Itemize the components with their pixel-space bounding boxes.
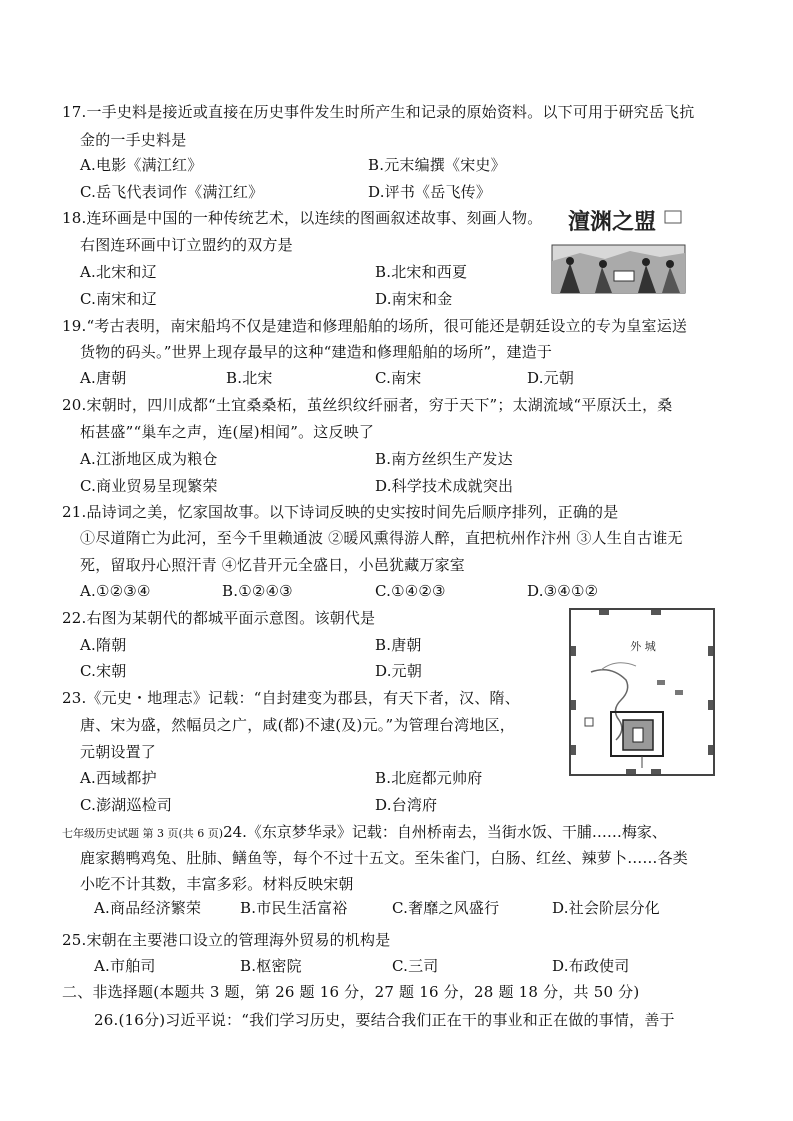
q18-option-c: C.南宋和辽 <box>80 290 157 308</box>
comic-illustration <box>550 201 687 294</box>
q20-option-a: A.江浙地区成为粮仓 <box>80 450 218 468</box>
q22-option-b: B.唐朝 <box>375 636 422 654</box>
q19-stem: 19.“考古表明，南宋船坞不仅是建造和修理船舶的场所，很可能还是朝廷设立的专为皇室运送 <box>62 317 688 335</box>
q18-option-b: B.北宋和西夏 <box>375 263 468 281</box>
q22-stem: 22.右图为某朝代的都城平面示意图。该朝代是 <box>62 609 376 627</box>
q20-stem: 20.宋朝时，四川成都“土宜桑桑柘，茧丝织纹纤丽者，穷于天下”；太湖流域“平原沃土，桑 <box>62 396 673 414</box>
q21-stem: 21.品诗词之美，忆家国故事。以下诗词反映的史实按时间先后顺序排列，正确的是 <box>62 503 619 521</box>
map-outer-city-label: 外 城 <box>630 640 656 653</box>
q24-stem-cont: 鹿家鹅鸭鸡兔、肚肺、鳝鱼等，每个不过十五文。至朱雀门，白肠、红丝、辣萝卜……各类 <box>80 849 689 867</box>
q18-option-d: D.南宋和金 <box>375 290 453 308</box>
comic-caption: 澶渊之盟 <box>568 209 657 235</box>
q23-stem-cont: 唐、宋为盛，然幅员之广，咸(都)不逮(及)元。”为管理台湾地区， <box>80 716 515 734</box>
q18-stem: 18.连环画是中国的一种传统艺术，以连续的图画叙述故事、刻画人物。 <box>62 209 543 227</box>
q20-option-b: B.南方丝织生产发达 <box>375 450 513 468</box>
page-footer: 七年级历史试题 第 3 页(共 6 页) <box>62 827 224 840</box>
q26-stem: 26.(16分)习近平说：“我们学习历史，要结合我们正在干的事业和正在做的事情，善于 <box>94 1011 675 1029</box>
q17-stem-cont: 金的一手史料是 <box>80 131 187 149</box>
q17-stem: 17.一手史料是接近或直接在历史事件发生时所产生和记录的原始资料。以下可用于研究岳飞抗 <box>62 103 695 121</box>
q21-poems-line2: 死，留取丹心照汗青 ④忆昔开元全盛日，小邑犹藏万家室 <box>80 556 465 574</box>
q23-option-d: D.台湾府 <box>375 796 438 814</box>
q25-stem: 25.宋朝在主要港口设立的管理海外贸易的机构是 <box>62 931 391 949</box>
q23-option-c: C.澎湖巡检司 <box>80 796 173 814</box>
q25-option-a: A.市舶司 <box>94 957 156 975</box>
q23-option-a: A.西域都护 <box>80 769 157 787</box>
q25-option-c: C.三司 <box>392 957 439 975</box>
q20-option-d: D.科学技术成就突出 <box>375 477 514 495</box>
q19-stem-cont: 货物的码头。”世界上现存最早的这种“建造和修理船舶的场所”，建造于 <box>80 343 553 361</box>
q21-option-b: B.①②④③ <box>222 582 293 600</box>
q18-stem-cont: 右图连环画中订立盟约的双方是 <box>80 236 293 254</box>
capital-city-map <box>569 608 715 776</box>
q17-option-b: B.元末编撰《宋史》 <box>368 156 506 174</box>
q17-option-c: C.岳飞代表词作《满江红》 <box>80 183 264 201</box>
q24-option-c: C.奢靡之风盛行 <box>392 899 500 917</box>
q22-option-c: C.宋朝 <box>80 662 127 680</box>
q17-option-d: D.评书《岳飞传》 <box>368 183 492 201</box>
q21-poems-line1: ①尽道隋亡为此河，至今千里赖通波 ②暖风熏得游人醉，直把杭州作汴州 ③人生自古谁无 <box>80 529 683 547</box>
q25-option-d: D.布政使司 <box>552 957 630 975</box>
q22-option-d: D.元朝 <box>375 662 423 680</box>
q19-option-b: B.北宋 <box>226 369 273 387</box>
q21-option-a: A.①②③④ <box>80 582 151 600</box>
q21-option-c: C.①④②③ <box>375 582 446 600</box>
q23-stem: 23.《元史・地理志》记载：“自封建变为郡县，有天下者，汉、隋、 <box>62 689 520 707</box>
q23-option-b: B.北庭都元帅府 <box>375 769 483 787</box>
q19-option-a: A.唐朝 <box>80 369 127 387</box>
q20-stem-cont: 柘甚盛”“巢车之声，连(屋)相闻”。这反映了 <box>80 423 375 441</box>
q23-stem-cont2: 元朝设置了 <box>80 743 157 761</box>
q21-option-d: D.③④①② <box>527 582 599 600</box>
q24-stem-cont2: 小吃不计其数，丰富多彩。材料反映宋朝 <box>80 875 354 893</box>
q24-option-d: D.社会阶层分化 <box>552 899 660 917</box>
q24-option-b: B.市民生活富裕 <box>240 899 348 917</box>
section2-title: 二、非选择题(本题共 3 题，第 26 题 16 分，27 题 16 分，28 题 18 分，共 50 分) <box>62 983 640 1001</box>
q17-option-a: A.电影《满江红》 <box>80 156 203 174</box>
q18-option-a: A.北宋和辽 <box>80 263 157 281</box>
q20-option-c: C.商业贸易呈现繁荣 <box>80 477 218 495</box>
q22-option-a: A.隋朝 <box>80 636 127 654</box>
footer-q24-line <box>62 822 667 844</box>
q19-option-c: C.南宋 <box>375 369 422 387</box>
q24-stem: 24.《东京梦华录》记载：自州桥南去，当街水饭、干脯……梅家、 <box>223 823 667 841</box>
q24-option-a: A.商品经济繁荣 <box>94 899 202 917</box>
q19-option-d: D.元朝 <box>527 369 575 387</box>
q25-option-b: B.枢密院 <box>240 957 302 975</box>
